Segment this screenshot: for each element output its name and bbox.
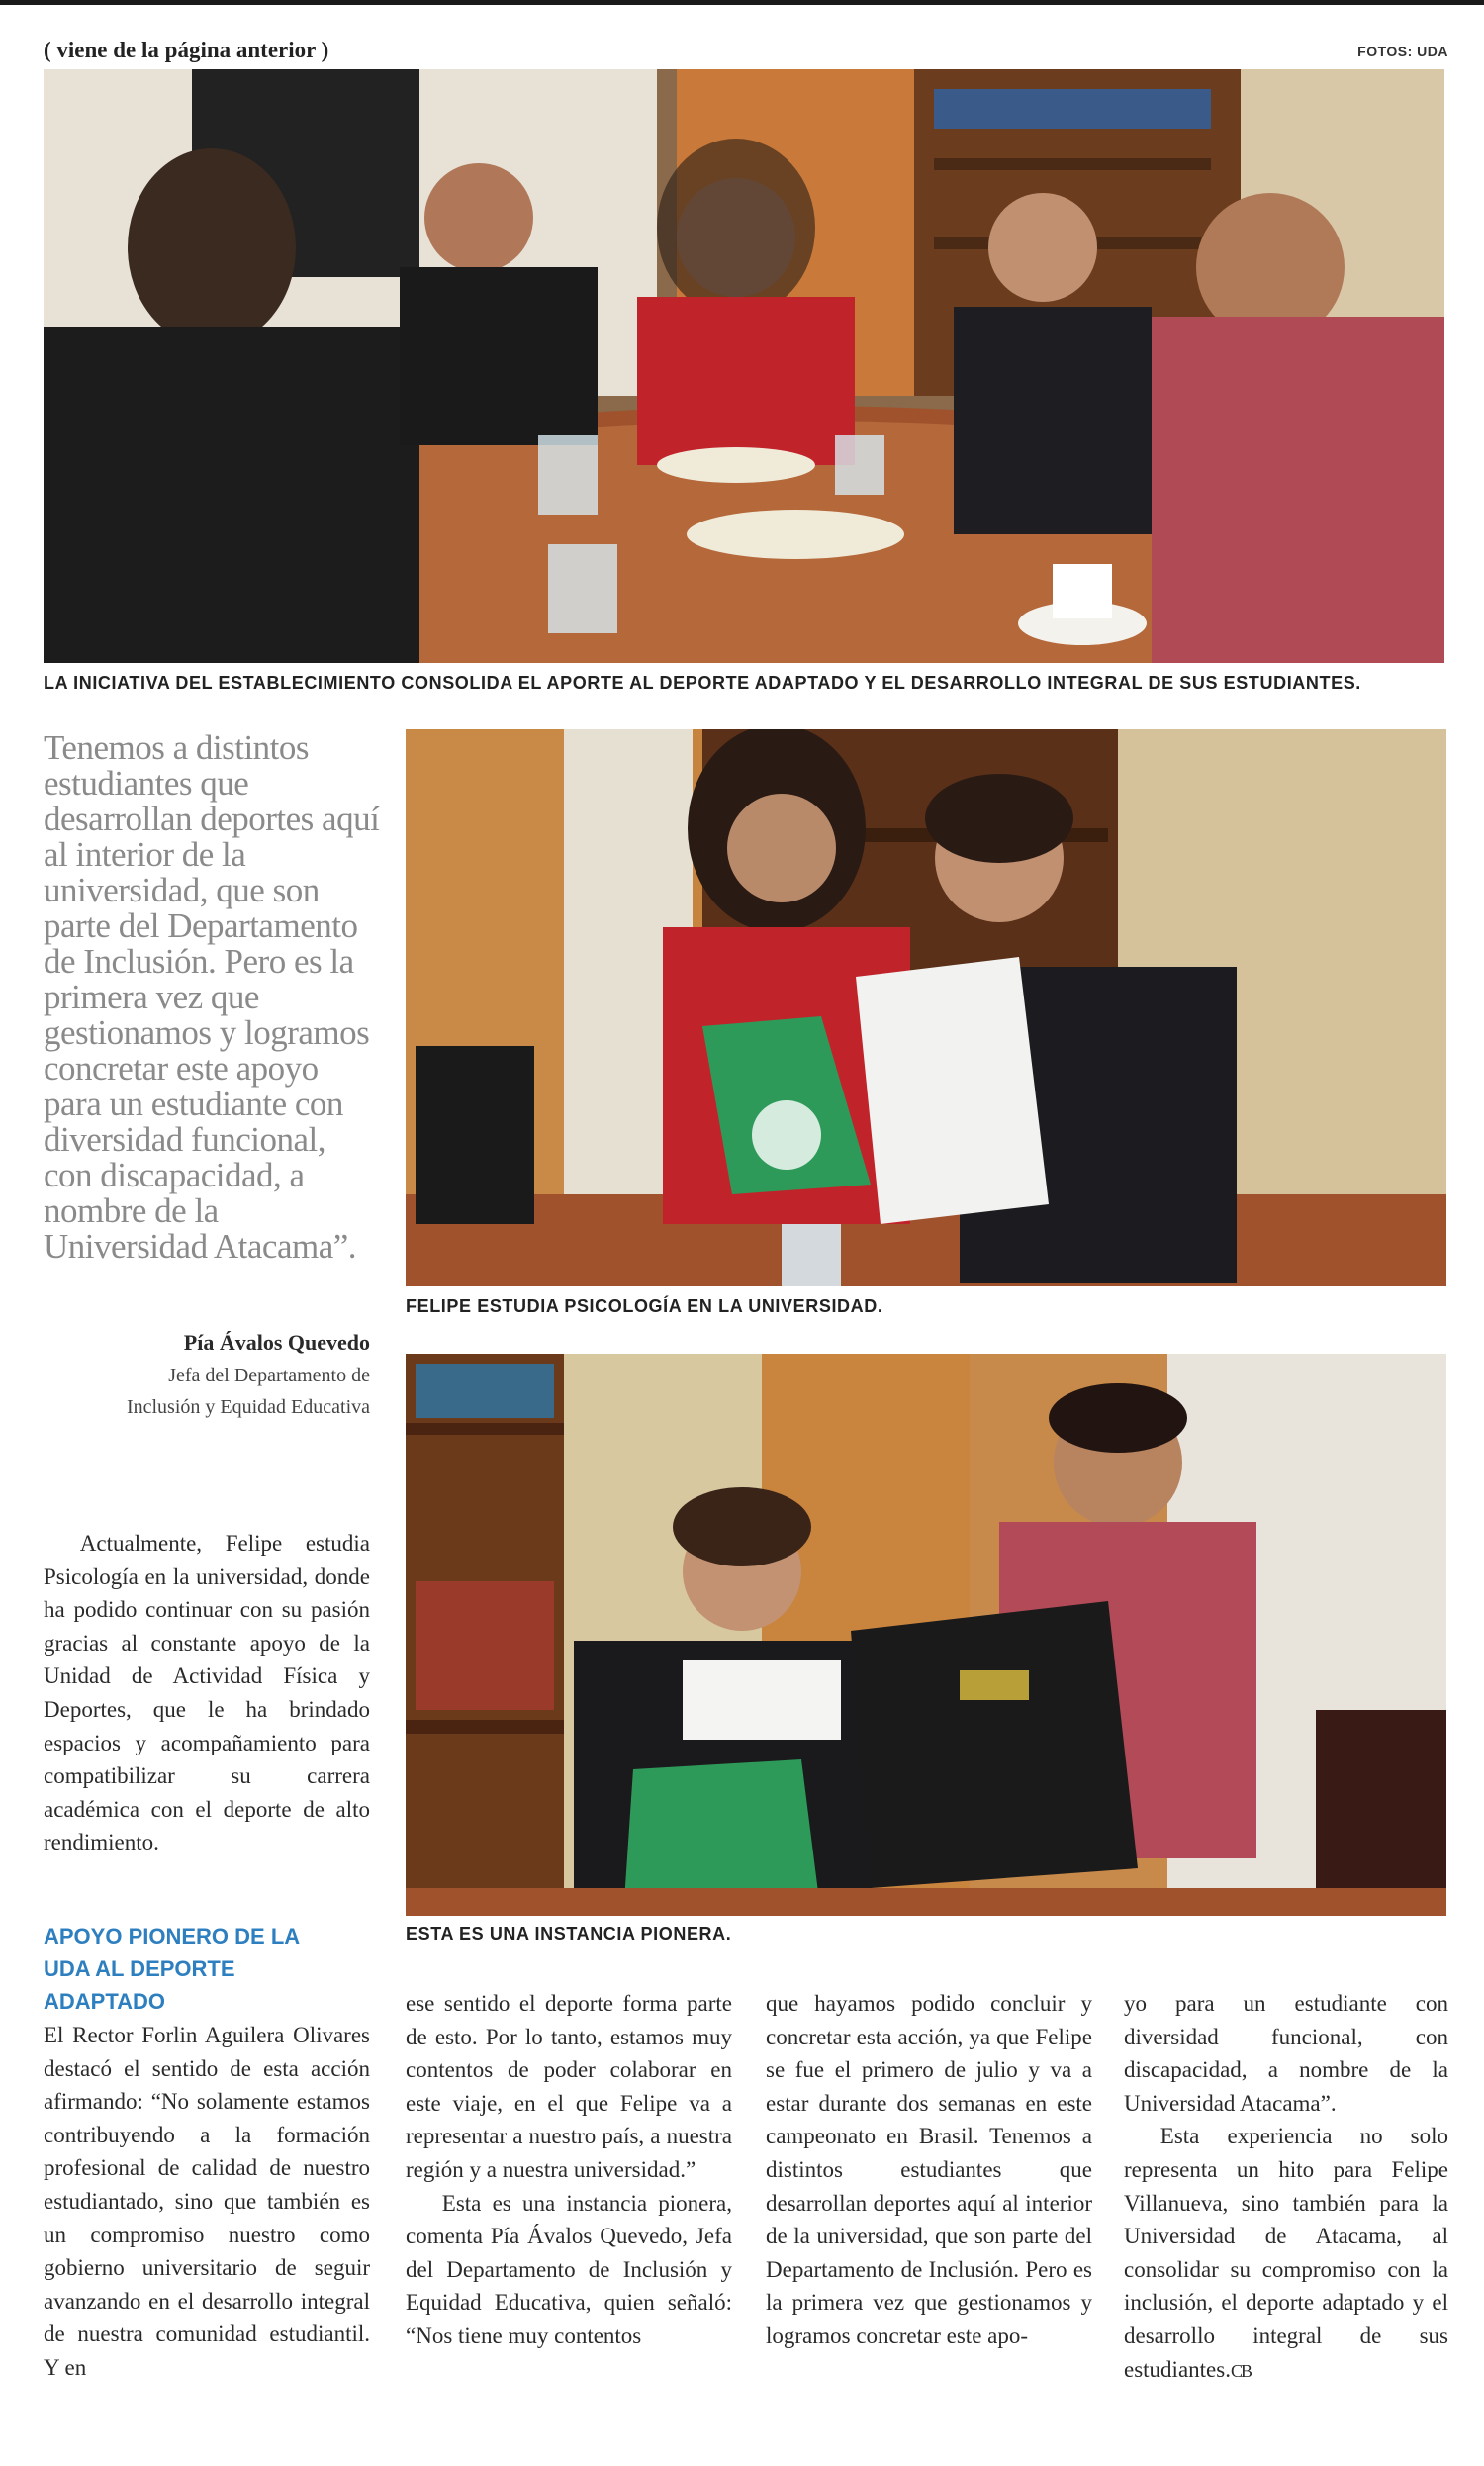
column-4-paragraph-1: yo para un estudiante con diversidad funcional, con discapacidad, a nombre de la Universidad Atacama”. [1124,1991,1448,2116]
article-paragraph-text: Actualmente, Felipe estudia Psicología en la universidad, donde ha podido continuar con su pasión gracias al constante apoyo de la Unidad de Actividad Física y Deportes, que le ha brindado espacios y acompañamiento para compatibilizar su carrera académica con el deporte de alto rendimiento. [44,1531,370,1855]
continued-from-previous: ( viene de la página anterior ) [44,38,329,62]
article-paragraph-felipe-studies [44,1527,370,1859]
photo-meeting-caption: LA INICIATIVA DEL ESTABLECIMIENTO CONSOLIDA EL APORTE AL DEPORTE ADAPTADO Y EL DESARROLLO INTEGRAL DE SUS ESTUDIANTES. [44,673,1361,693]
quote-role [44,1360,370,1423]
photo-pioneer-instance-caption: ESTA ES UNA INSTANCIA PIONERA. [406,1924,732,1944]
article-column-2 [406,1987,732,2353]
photo-felipe-document-illustration [406,729,1446,1286]
quote-role-line2: Inclusión y Equidad Educativa [126,1396,370,1418]
photo-pioneer-instance-illustration [406,1354,1446,1916]
column-2-paragraph-2: Esta es una instancia pionera, comenta Pía Ávalos Quevedo, Jefa del Departamento de Inclusión y Equidad Educativa, quien señaló: “Nos tiene muy contentos [406,2190,732,2348]
column-3-text: que hayamos podido concluir y concretar esta acción, ya que Felipe se fue el primero de julio y va a estar durante dos semanas en este campeonato en Brasil. Tenemos a distintos estudiantes que desarrollan deportes aquí al interior de la universidad, que son parte del Departamento de Inclusión. Pero es la primera vez que gestionamos y logramos concretar este apo- [766,1991,1092,2348]
quote-role-line1: Jefa del Departamento de [168,1365,370,1386]
article-column-4 [1124,1987,1448,2388]
article-column-3 [766,1987,1092,2353]
article-column-1 [44,2019,370,2385]
photo-meeting-illustration [44,69,1444,663]
photo-credit: FOTOS: UDA [1357,44,1448,59]
pull-quote: Tenemos a distintos estudiantes que desarrollan deportes aquí al interior de la universidad, que son parte del Departamento de Inclusión. Pero es la primera vez que gestionamos y logramos concretar este apoyo para un estudiante con diversidad funcional, con discapacidad, a nombre de la Universidad Atacama”. [44,728,380,1266]
photo-felipe-document-caption: FELIPE ESTUDIA PSICOLOGÍA EN LA UNIVERSIDAD. [406,1296,883,1316]
photo-pioneer-instance [406,1354,1446,1916]
column-4-paragraph-2 [1124,2120,1448,2388]
section-subhead: APOYO PIONERO DE LA UDA AL DEPORTE ADAPTADO [44,1924,300,2014]
photo-felipe-document [406,729,1446,1286]
photo-meeting [44,69,1444,663]
column-1-text: El Rector Forlin Aguilera Olivares destacó el sentido de esta acción afirmando: “No solamente estamos contribuyendo a la formación profesional de calidad de nuestro estudiantado, sino que también es un compromiso nuestro como gobierno universitario de seguir avanzando en el desarrollo integral de nuestra comunidad estudiantil. Y en [44,2023,370,2380]
end-mark: CB [1230,2360,1251,2381]
column-4-paragraph-2-text: Esta experiencia no solo representa un hito para Felipe Villanueva, sino también para la Universidad de Atacama, al consolidar su compromiso con la inclusión, el deporte adaptado y el desarrollo integral de sus estudiantes. [1124,2124,1448,2382]
top-rule [0,0,1484,5]
column-2-paragraph-1: ese sentido el deporte forma parte de esto. Por lo tanto, estamos muy contentos de poder colaborar en este viaje, en el que Felipe va a representar a nuestro país, a nuestra región y a nuestra universidad.” [406,1991,732,2182]
quote-author: Pía Ávalos Quevedo [183,1330,370,1355]
